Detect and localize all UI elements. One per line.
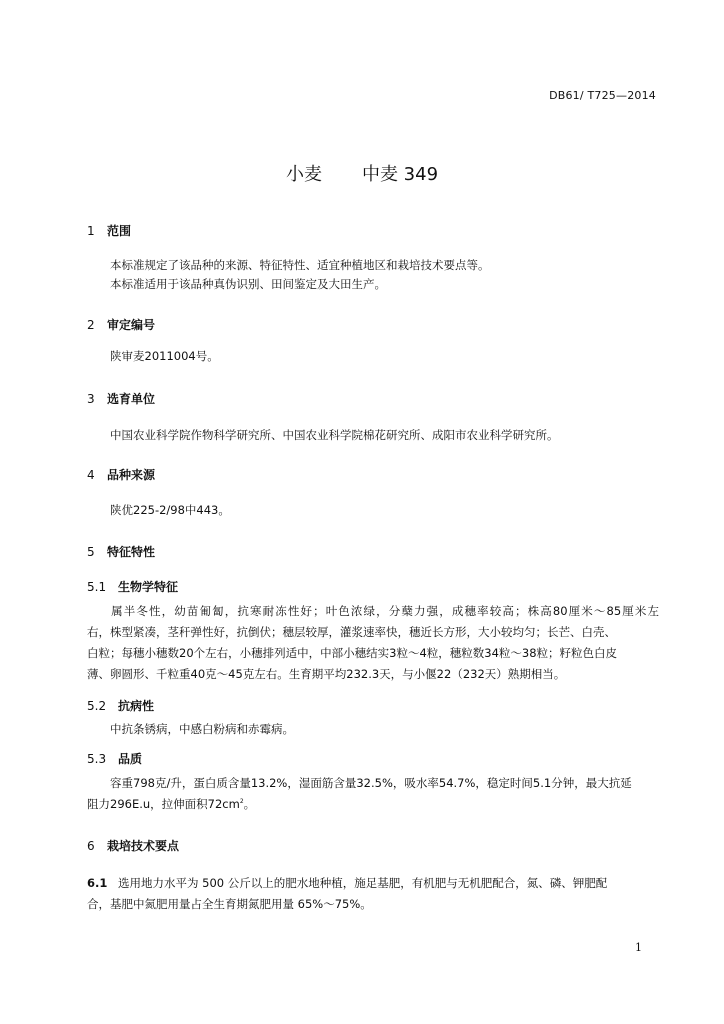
biology-line-3: 白粒；每穗小穗数20个左右，小穗排列适中，中部小穗结实3粒～4粒，穗粒数34粒～38粒；籽粒色白皮 <box>87 646 618 660</box>
scope-line-2: 本标准适用于该品种真伪识别、田间鉴定及大田生产。 <box>110 277 386 291</box>
section-heading-characteristics: 5 特征特性 <box>87 545 156 559</box>
disease-resistance-text: 中抗条锈病，中感白粉病和赤霉病。 <box>110 722 294 736</box>
cultivation-line-2: 合，基肥中氮肥用量占全生育期氮肥用量 65%～75%。 <box>87 897 372 911</box>
subsection-heading-disease-resistance: 5.2 抗病性 <box>87 699 155 713</box>
scope-line-1: 本标准规定了该品种的来源、特征特性、适宜种植地区和栽培技术要点等。 <box>110 258 490 272</box>
document-title <box>0 160 724 186</box>
standard-code: DB61/ T725—2014 <box>549 89 656 102</box>
breeding-unit-text: 中国农业科学院作物科学研究所、中国农业科学院棉花研究所、成阳市农业科学研究所。 <box>110 428 559 442</box>
cultivation-line-1: 6.1 选用地力水平为 500 公斤以上的肥水地种植，施足基肥，有机肥与无机肥配合，氮、磷、钾肥配 <box>87 876 608 890</box>
biology-line-4: 薄、卵圆形、千粒重40克～45克左右。生育期平均232.3天，与小偃22（232天）熟期相当。 <box>87 667 566 681</box>
subsection-heading-biology: 5.1 生物学特征 <box>87 580 179 594</box>
section-heading-scope: 1 范围 <box>87 224 132 238</box>
variety-source-text: 陕优225-2/98中443。 <box>110 503 230 517</box>
subsection-heading-quality: 5.3 品质 <box>87 752 143 766</box>
biology-line-2: 右，株型紧凑，茎秆弹性好，抗倒伏；穗层较厚，灌浆速率快，穗近长方形，大小较均匀；长芒、白壳、 <box>87 625 616 639</box>
page-number: 1 <box>635 941 642 954</box>
section-heading-breeding-unit: 3 选育单位 <box>87 392 156 406</box>
title-variety: 中麦 349 <box>361 164 439 185</box>
section-heading-cultivation: 6 栽培技术要点 <box>87 839 180 853</box>
title-crop: 小麦 <box>285 164 322 185</box>
quality-line-1: 容重798克/升，蛋白质含量13.2%，湿面筋含量32.5%，吸水率54.7%，稳定时间5.1分钟，最大抗延 <box>110 776 632 790</box>
approval-number-text: 陕审麦2011004号。 <box>110 349 219 363</box>
section-heading-variety-source: 4 品种来源 <box>87 468 156 482</box>
biology-line-1: 属半冬性，幼苗匍匐，抗寒耐冻性好；叶色浓绿，分蘖力强，成穗率较高；株高80厘米～85厘米左 <box>110 604 659 618</box>
quality-line-2: 阻力296E.u，拉伸面积$72cm^2$。 <box>87 797 256 811</box>
section-heading-approval-number: 2 审定编号 <box>87 318 156 332</box>
